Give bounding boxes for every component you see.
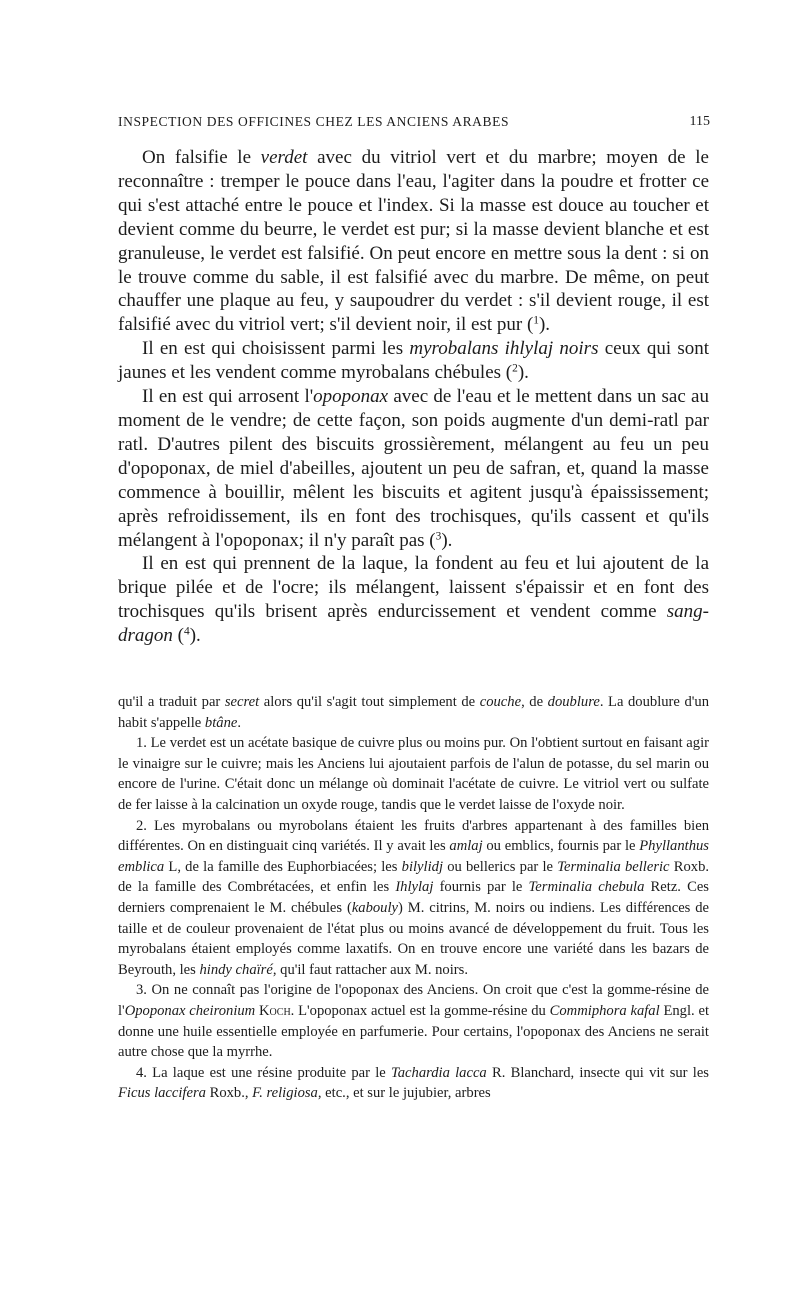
paragraph-opoponax: Il en est qui arrosent l'opoponax avec de l'eau et le mettent dans un sac au moment de le vendre; de cette façon, son poids augmente d'un demi-ratl par ratl. D'autres pilent des biscuits grossièrement, mélangent au feu un peu d'opoponax, de miel d'abeilles, ajoutent un peu de safran, et, quand la masse commence à bouillir, mêlent les biscuits et agitent jusqu'à épaississement; après refroidissement, ils en font des trochisques, qu'ils cassent et qu'ils mélangent à l'opoponax; il n'y paraît pas ($^3$). bbox=[118, 386, 709, 551]
footnote-1: 1. Le verdet est un acétate basique de cuivre plus ou moins pur. On l'obtient surtout en faisant agir le vinaigre sur le cuivre; mais les Anciens lui ajoutaient parfois de l'alun de potasse, du sel marin ou encore de l'urine. C'était donc un mélange où dominait l'acétate de cuivre. Le vitriol vert ou sulfate de fer laisse à la calcination un oxyde rouge, tandis que le verdet laisse de l'oxyde noir. bbox=[118, 735, 709, 813]
footnote-ref-1: 1 bbox=[533, 315, 539, 328]
footnote-ref-2: 2 bbox=[512, 362, 518, 375]
footnote-continuation: qu'il a traduit par secret alors qu'il s'agit tout simplement de couche, de doublure. La doublure d'un habit s'appelle btâne. bbox=[118, 694, 709, 731]
running-title: INSPECTION DES OFFICINES CHEZ LES ANCIENS ARABES bbox=[118, 114, 510, 129]
main-text bbox=[118, 146, 709, 648]
paragraph-verdet: On falsifie le verdet avec du vitriol vert et du marbre; moyen de le reconnaître : tremper le pouce dans l'eau, l'agiter dans la poudre et frotter ce qui s'est attaché entre le pouce et l'index. Si la masse est douce au toucher et devient comme du beurre, le verdet est pur; si la masse devient blanche et est granuleuse, le verdet est falsifié. On peut encore en mettre sous la dent : si on le trouve comme du sable, il est falsifié avec du marbre. De même, on peut chauffer une plaque au feu, y saupoudrer du verdet : s'il devient rouge, il est falsifié avec du vitriol vert; s'il devient noir, il est pur ($^1$). bbox=[118, 147, 709, 336]
running-header bbox=[118, 114, 708, 136]
footnote-4: 4. La laque est une résine produite par le Tachardia lacca R. Blanchard, insecte qui vit sur les Ficus laccifera Roxb., F. religiosa, etc., et sur le jujubier, arbres bbox=[118, 1064, 709, 1102]
footnote-2: 2. Les myrobalans ou myrobolans étaient les fruits d'arbres appartenant à des familles bien différentes. On en distinguait cinq variétés. Il y avait les amlaj ou emblics, fournis par le Phyllanthus emblica L, de la famille des Euphorbiacées; les bilylidj ou bellerics par le Terminalia belleric Roxb. de la famille des Combrétacées, et enfin les Ihlylaj fournis par le Terminalia chebula Retz. Ces derniers comprenaient le M. chébules (kabouly) M. citrins, M. noirs ou indiens. Les différences de taille et de couleur provenaient de l'état plus ou moins avancé de développement du fruit. Tous les myrobalans étaient employés comme laxatifs. On en trouve encore une variété dans les bazars de Beyrouth, les hindy chaïré, qu'il faut rattacher aux M. noirs. bbox=[118, 817, 710, 978]
paragraph-myrobalans: Il en est qui choisissent parmi les myrobalans ihlylaj noirs ceux qui sont jaunes et les vendent comme myrobalans chébules ($^2$). bbox=[118, 338, 710, 384]
footnote-3: 3. On ne connaît pas l'origine de l'opoponax des Anciens. On croit que c'est la gomme-résine de l'Opoponax cheironium Koch. L'opoponax actuel est la gomme-résine du Commiphora kafal Engl. et donne une huile essentielle employée en parfumerie. Pour certains, l'opoponax des Anciens ne serait autre chose que la myrrhe. bbox=[118, 982, 710, 1061]
footnote-ref-3: 3 bbox=[435, 530, 442, 543]
footnote-ref-4: 4 bbox=[183, 625, 190, 638]
paragraph-laque: Il en est qui prennent de la laque, la fondent au feu et lui ajoutent de la brique pilée et de l'ocre; ils mélangent, laissent s'épaissir et en font des trochisques qu'ils brisent après endurcissement et vendent comme sang-dragon ($^4$). bbox=[118, 553, 709, 647]
page-number: 115 bbox=[689, 114, 710, 129]
footnotes bbox=[118, 692, 709, 1104]
